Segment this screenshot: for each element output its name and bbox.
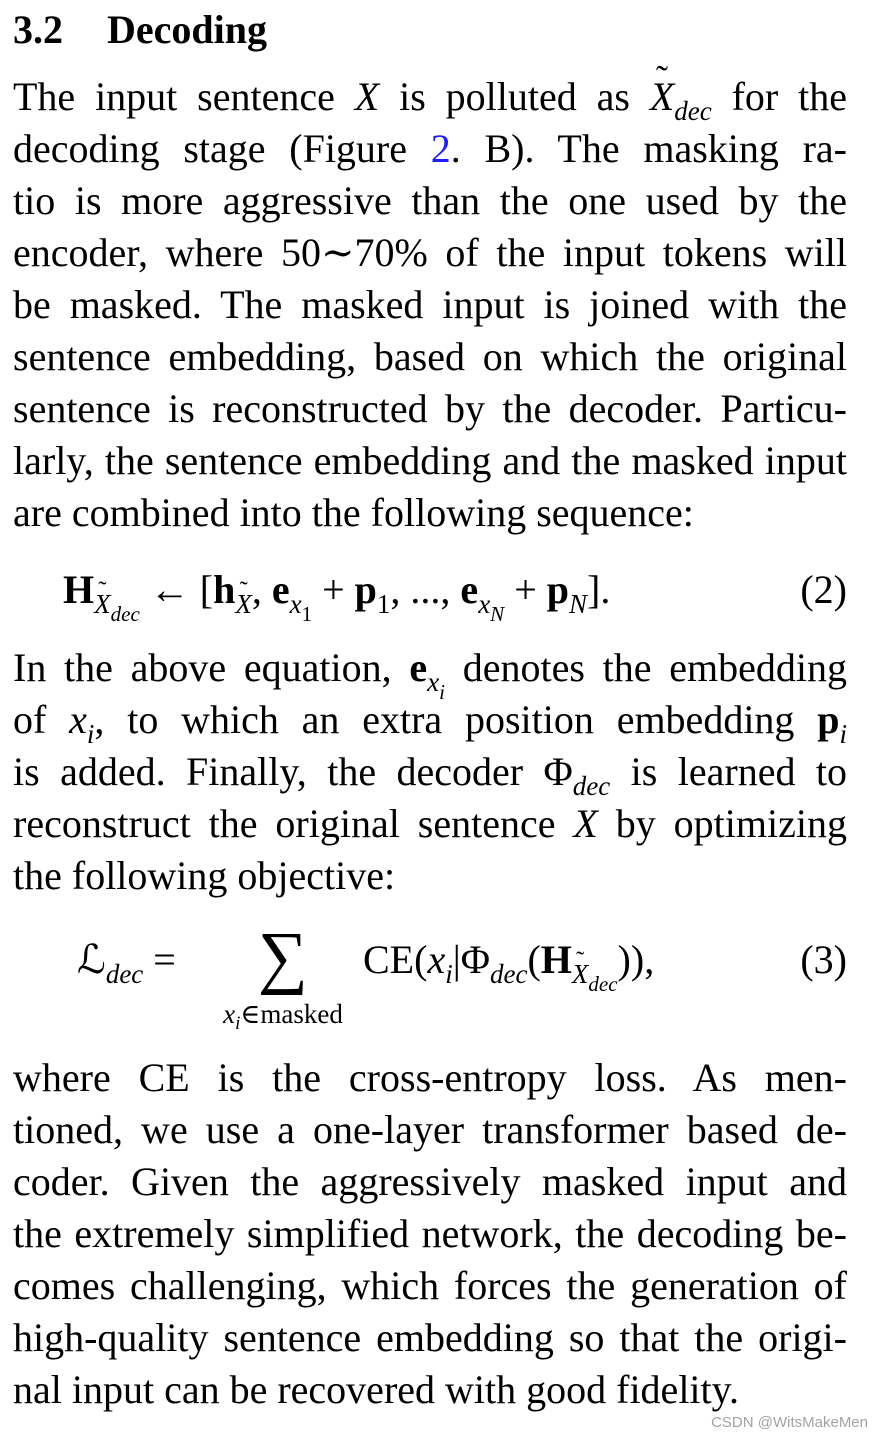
section-title: Decoding: [107, 7, 267, 52]
text-line: comes challenging, which forces the generation of: [13, 1263, 847, 1308]
summation-sign: ∑: [258, 919, 308, 996]
summation: [208, 918, 358, 1038]
equation-2-expression: H˜ $_{X_{dec}}$ ← [h˜ $_X$, $e_{x_1} + p_1$, ..., $e_{x_N} + p_N$].: [63, 560, 610, 626]
paragraph-1: [13, 71, 847, 539]
text-line: encoder, where 50∼70% of the input tokens will: [13, 230, 847, 275]
figure-reference-link[interactable]: 2: [430, 126, 451, 171]
text-line: the following objective:: [13, 853, 396, 898]
paragraph-2: [13, 642, 847, 902]
equation-3-number: (3): [800, 937, 847, 982]
text-line: reconstruct the original sentence X by optimizing: [13, 801, 848, 846]
text-line: sentence embedding, based on which the original: [13, 334, 847, 379]
equation-3: [13, 930, 847, 996]
text-line: is added. Finally, the decoder $\Phi_{dec}$ is learned to: [13, 749, 847, 801]
summation-index: $x_i\in masked$: [223, 999, 343, 1034]
text-line: high-quality sentence embedding so that the origi-: [13, 1315, 847, 1360]
text-line: are combined into the following sequence:: [13, 490, 694, 535]
text-line: of $x_i$, to which an extra position embedding $p_i$: [13, 697, 847, 749]
text-line: sentence is reconstructed by the decoder. Particu-: [13, 386, 847, 431]
text-line: tioned, we use a one-layer transformer based de-: [13, 1107, 847, 1152]
equation-2-number: (2): [800, 567, 847, 612]
section-number: 3.2: [13, 7, 63, 52]
watermark: CSDN @WitsMakeMen: [711, 1414, 868, 1431]
text-line: be masked. The masked input is joined with the: [13, 282, 847, 327]
text-line: larly, the sentence embedding and the masked input: [13, 438, 847, 483]
text-line: the extremely simplified network, the decoding be-: [13, 1211, 847, 1256]
section-heading: [13, 6, 267, 54]
equation-3-rhs: $CE(x_i|\Phi_{dec}(H˜$ $_{X_{dec}}$)),: [363, 930, 654, 996]
text-line: where CE is the cross-entropy loss. As men-: [13, 1055, 847, 1100]
text-line: The input sentence X is polluted as ˜ $X_{dec}$ for the: [13, 71, 847, 123]
text-line: tio is more aggressive than the one used by the: [13, 178, 847, 223]
text-line: coder. Given the aggressively masked input and: [13, 1159, 847, 1204]
text-line: nal input can be recovered with good fidelity.: [13, 1367, 740, 1412]
paragraph-3: [13, 1052, 847, 1416]
equation-3-lhs: ℒ$_{dec}$ =: [77, 937, 176, 989]
text-line: In the above equation, $e_{x_i}$ denotes the embedding: [13, 645, 847, 704]
equation-2: [13, 560, 847, 626]
text-line: decoding stage (Figure 2. B). The masking ra-: [13, 126, 847, 171]
